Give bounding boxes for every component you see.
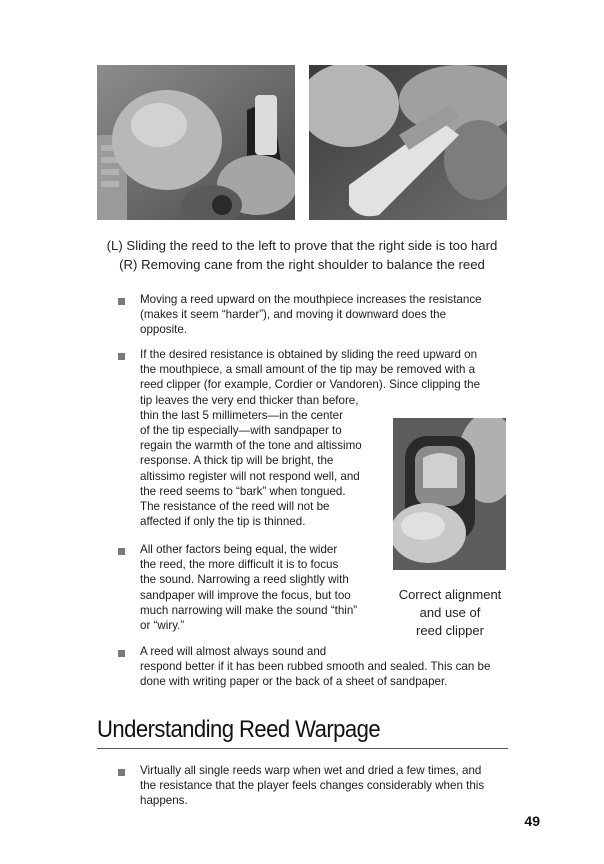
bullet-icon [118,548,125,555]
bullet-icon [118,650,125,657]
bullet-text-1: Moving a reed upward on the mouthpiece increases the resistance (makes it seem “harder”), and moving it downward does the opposite. [140,293,482,337]
bullet-text-4: A reed will almost always sound and respond better if it has been rubbed smooth and sealed. This can be done with writing paper or the back of a sheet of sandpaper. [140,645,491,689]
photo-reed-sliding [97,65,295,220]
photo-cane-removal [309,65,507,220]
photo-caption-right: (R) Removing cane from the right shoulder to balance the reed [119,257,485,272]
heading-divider [97,748,508,749]
bullet-text-3: All other factors being equal, the wider the reed, the more difficult it is to focus the sound. Narrowing a reed slightly with sandpaper will improve the focus, but too much narrowing will make the sound “thin” or “wiry.” [140,543,358,633]
bullet-text-5: Virtually all single reeds warp when wet and dried a few times, and the resistance that the player feels changes considerably when this happens. [140,764,485,808]
bullet-icon [118,769,125,776]
bullet-icon [118,298,125,305]
section-heading: Understanding Reed Warpage [97,716,381,743]
bullet-text-2: If the desired resistance is obtained by sliding the reed upward on the mouthpiece, a small amount of the tip may be removed with a reed clipper (for example, Cordier or Vandoren). Since clipping the tip leaves the very end thicker than before, thin the last 5 millimeters—in the center of the tip especially—with sandpaper to regain the warmth of the tone and altissimo response. A thick tip will be bright, the altissimo register will not respond well, and the reed seems to “bark” when tongued. The resistance of the reed will not be affected if only the tip is thinned. [140,348,481,529]
photo-caption-left: (L) Sliding the reed to the left to prove that the right side is too hard [106,238,498,253]
bullet-icon [118,353,125,360]
clipper-caption: Correct alignment and use of reed clipper [398,587,502,638]
page-number: 49 [524,813,540,829]
photo-reed-clipper [393,418,506,570]
